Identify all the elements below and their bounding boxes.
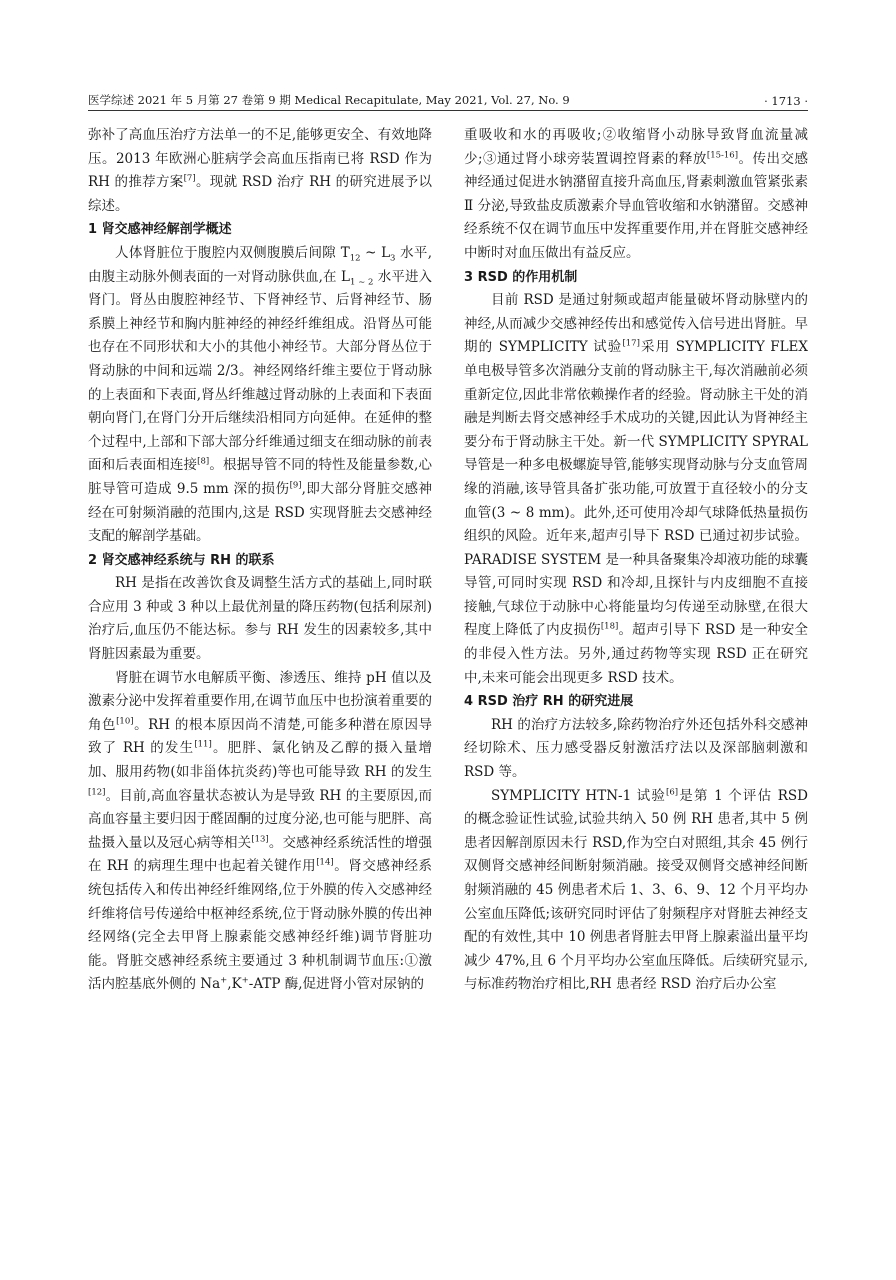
- citation: [10]: [116, 716, 134, 727]
- paragraph: SYMPLICITY HTN-1 试验[6]是第 1 个评估 RSD 的概念验证性试验,试验共纳入 50 例 RH 患者,其中 5 例患者因解剖原因未行 RSD,作为空白对照组,其余 45 例行双侧肾交感神经间断射频消融。接受双侧肾交感神经间断射频消融的 45 例患者术后 1、3、6、9、12 个月平均办公室血压降低;该研究同时评估了射频程序对肾脏去神经支配的有效性,其中 10 例患者肾脏去甲肾上腺素溢出量平均减少 47%,且 6 个月平均办公室血压降低。后续研究显示,与标准药物治疗相比,RH 患者经 RSD 治疗后办公室: [464, 787, 808, 993]
- section-heading-4: 4 RSD 治疗 RH 的研究进展: [464, 694, 634, 710]
- section-heading-3: 3 RSD 的作用机制: [464, 269, 578, 285]
- citation: [14]: [316, 857, 334, 868]
- citation: [15-16]: [706, 150, 739, 161]
- paragraph: 目前 RSD 是通过射频或超声能量破坏肾动脉壁内的神经,从而减少交感神经传出和感觉传入信号进出肾脏。早期的 SYMPLICITY 试验[17]采用 SYMPLICITY FLEX 单电极导管多次消融分支前的肾动脉主干,每次消融前必须重新定位,因此非常依赖操作者的经验。肾动脉主干处的消融是判断去肾交感神经手术成功的关键,因此认为肾神经主要分布于肾动脉主干处。新一代 SYMPLICITY SPYRAL 导管是一种多电极螺旋导管,能够实现肾动脉与分支血管周缘的消融,该导管具备扩张功能,可放置于直径较小的分支血管(3 ~ 8 mm)。此外,还可使用冷却气球降低热量损伤组织的风险。近年来,超声引导下 RSD 已通过初步试验。PARADISE SYSTEM 是一种具备聚集冷却液功能的球囊导管,可同时实现 RSD 和冷却,且探针与内皮细胞不直接接触,气球位于动脉中心将能量均匀传递至动脉壁,在很大程度上降低了内皮损伤[18]。超声引导下 RSD 是一种安全的非侵入性方法。另外,通过药物等实现 RSD 正在研究中,未来可能会出现更多 RSD 技术。: [464, 292, 809, 686]
- citation: [8]: [197, 456, 210, 467]
- running-header: [88, 88, 808, 108]
- citation: [13]: [251, 834, 269, 845]
- journal-citation: 医学综述 2021 年 5 月第 27 卷第 9 期 Medical Recapitulate, May 2021, Vol. 27, No. 9: [88, 93, 570, 107]
- citation: [9]: [289, 480, 302, 491]
- header-rule: [88, 110, 808, 111]
- citation: [17]: [622, 338, 640, 349]
- section-heading-2: 2 肾交感神经系统与 RH 的联系: [88, 552, 275, 568]
- citation: [18]: [600, 621, 619, 632]
- citation: [12]: [88, 787, 106, 798]
- citation: [6]: [666, 787, 679, 798]
- paragraph: 人体肾脏位于腹腔内双侧腹膜后间隙 $T_{12}$ ~ $L_3$ 水平,由腹主动脉外侧表面的一对肾动脉供血,在 $L_{1 \sim 2}$ 水平进入肾门。肾丛由腹腔神经节、下肾神经节、后肾神经节、肠系膜上神经节和胸内脏神经的神经纤维组成。沿肾丛可能也存在不同形状和大小的其他小神经节。大部分肾丛位于肾动脉的中间和远端 2/3。神经网络纤维主要位于肾动脉的上表面和下表面,肾丛纤维越过肾动脉的上表面和下表面朝向肾门,在肾门分开后继续沿相同方向延伸。在延伸的整个过程中,上部和下部大部分纤维通过细支在细动脉的前表面和后表面相连接[8]。根据导管不同的特性及能量参数,心脏导管可造成 9.5 mm 深的损伤[9],即大部分肾脏交感神经在可射频消融的范围内,这是 RSD 实现肾脏去交感神经支配的解剖学基础。: [88, 244, 433, 545]
- paragraph: RH 是指在改善饮食及调整生活方式的基础上,同时联合应用 3 种或 3 种以上最优剂量的降压药物(包括利尿剂)治疗后,血压仍不能达标。参与 RH 发生的因素较多,其中肾脏因素最为重要。: [88, 575, 432, 663]
- citation: [11]: [194, 739, 212, 750]
- section-heading-1: 1 肾交感神经解剖学概述: [88, 222, 232, 238]
- citation: [7]: [183, 173, 196, 184]
- page-number: · 1713 ·: [764, 94, 808, 108]
- left-column: [88, 124, 432, 997]
- paragraph: 弥补了高血压治疗方法单一的不足,能够更安全、有效地降压。2013 年欧洲心脏病学会高血压指南已将 RSD 作为 RH 的推荐方案[7]。现就 RSD 治疗 RH 的研究进展予以综述。: [88, 127, 432, 214]
- paragraph: 肾脏在调节水电解质平衡、渗透压、维持 pH 值以及激素分泌中发挥着重要作用,在调节血压中也扮演着重要的角色[10]。RH 的根本原因尚不清楚,可能多种潜在原因导致了 RH 的发生[11]。肥胖、氯化钠及乙醇的摄入量增加、服用药物(如非甾体抗炎药)等也可能导致 RH 的发生[12]。目前,高血容量状态被认为是导致 RH 的主要原因,而高血容量主要归因于醛固酮的过度分泌,也可能与肥胖、高盐摄入量以及冠心病等相关[13]。交感神经系统活性的增强在 RH 的病理生理中也起着关键作用[14]。肾交感神经系统包括传入和传出神经纤维网络,位于外膜的传入交感神经纤维将信号传递给中枢神经系统,位于肾动脉外膜的传出神经网络(完全去甲肾上腺素能交感神经纤维)调节肾脏功能。肾脏交感神经系统主要通过 3 种机制调节血压:①激活内腔基底外侧的 Na+,K+-ATP 酶,促进肾小管对尿钠的: [88, 669, 433, 993]
- paragraph: 重吸收和水的再吸收;②收缩肾小动脉导致肾血流量减少;③通过肾小球旁装置调控肾素的释放[15-16]。传出交感神经通过促进水钠潴留直接升高血压,肾素刺激血管紧张素 Ⅱ 分泌,导致盐皮质激素介导血管收缩和水钠潴留。交感神经系统不仅在调节血压中发挥重要作用,并在肾脏交感神经中断时对血压做出有益反应。: [464, 127, 808, 261]
- right-column: [464, 124, 808, 997]
- paragraph: RH 的治疗方法较多,除药物治疗外还包括外科交感神经切除术、压力感受器反射激活疗法以及深部脑刺激和 RSD 等。: [464, 716, 808, 781]
